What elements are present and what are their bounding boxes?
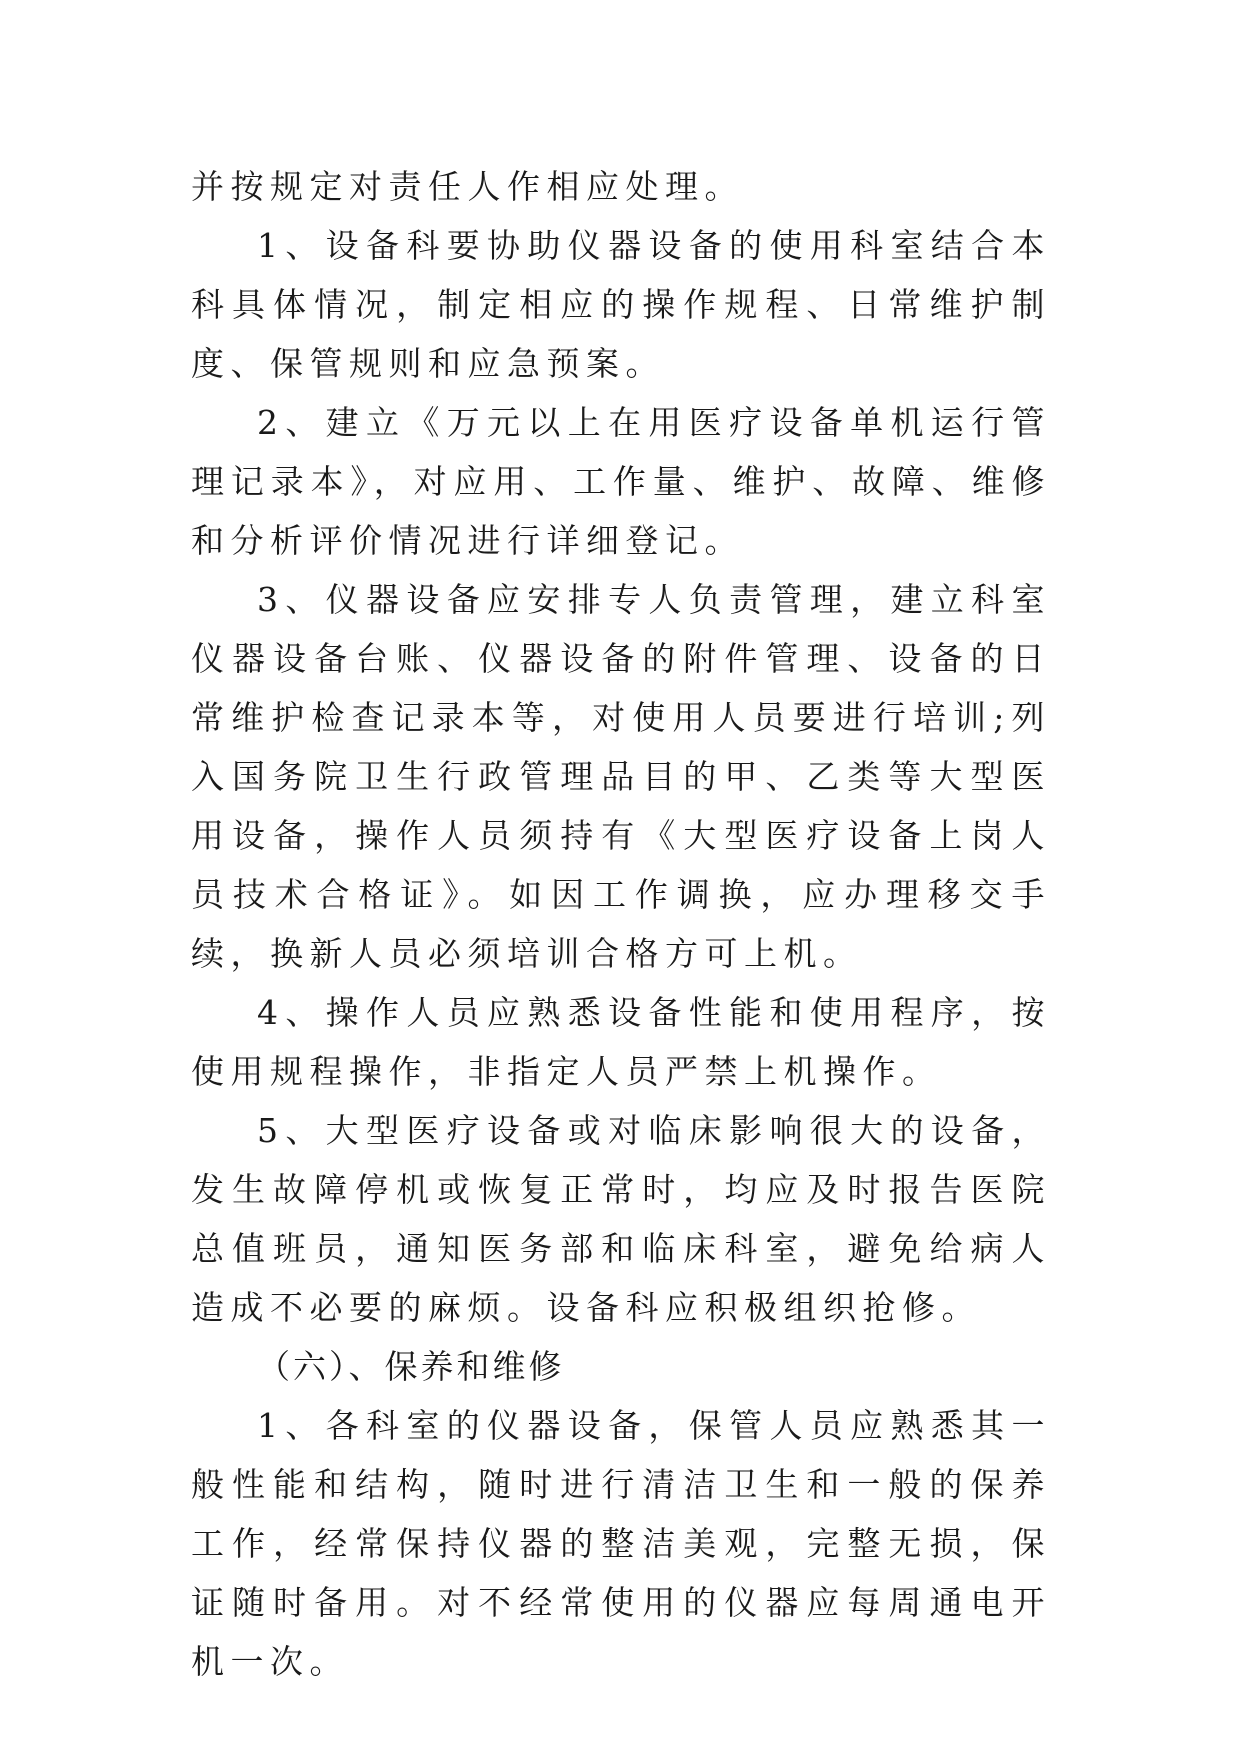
paragraph-item-3: 3、仪器设备应安排专人负责管理，建立科室仪器设备台账、仪器设备的附件管理、设备的日常维护检查记录本等，对使用人员要进行培训;列入国务院卫生行政管理品目的甲、乙类等大型医用设备，操作人员须持有《大型医疗设备上岗人员技术合格证》。如因工作调换，应办理移交手续，换新人员必须培训合格方可上机。 — [191, 580, 1051, 973]
document-body — [191, 157, 1051, 1691]
paragraph-continuation: 并按规定对责任人作相应处理。 — [191, 167, 744, 206]
section-heading-maintenance: （六）、保养和维修 — [257, 1347, 565, 1386]
paragraph-item-5: 5、大型医疗设备或对临床影响很大的设备，发生故障停机或恢复正常时，均应及时报告医院总值班员，通知医务部和临床科室，避免给病人造成不必要的麻烦。设备科应积极组织抢修。 — [191, 1111, 1051, 1327]
paragraph-maintenance-item-1: 1、各科室的仪器设备，保管人员应熟悉其一般性能和结构，随时进行清洁卫生和一般的保养工作，经常保持仪器的整洁美观，完整无损，保证随时备用。对不经常使用的仪器应每周通电开机一次。 — [191, 1406, 1051, 1681]
paragraph-item-1: 1、设备科要协助仪器设备的使用科室结合本科具体情况，制定相应的操作规程、日常维护制度、保管规则和应急预案。 — [191, 226, 1051, 383]
paragraph-item-4: 4、操作人员应熟悉设备性能和使用程序，按使用规程操作，非指定人员严禁上机操作。 — [191, 993, 1051, 1091]
paragraph-item-2: 2、建立《万元以上在用医疗设备单机运行管理记录本》，对应用、工作量、维护、故障、维修和分析评价情况进行详细登记。 — [191, 403, 1051, 560]
